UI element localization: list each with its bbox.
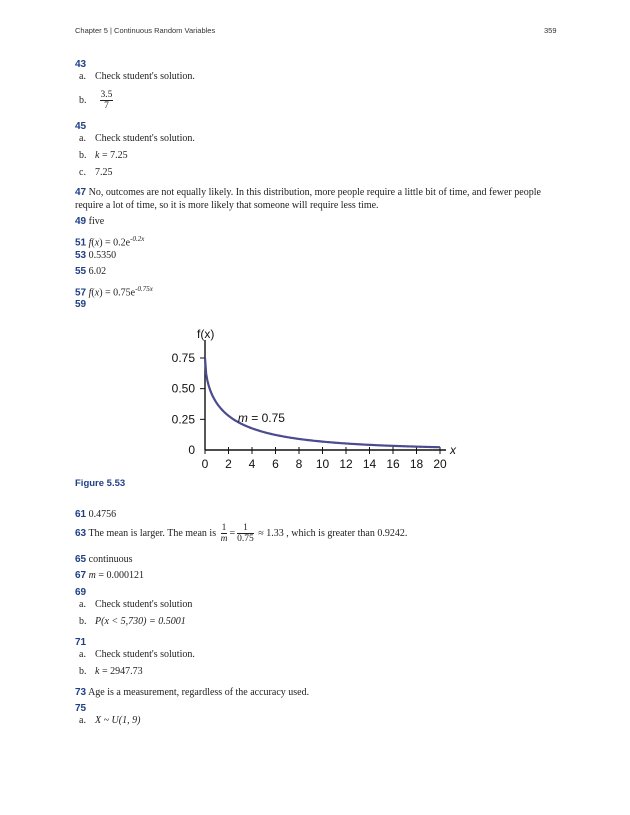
item-text: = 7.25 — [101, 150, 128, 161]
answer-73 — [75, 687, 309, 699]
y-tick-label: 0.75 — [171, 351, 195, 365]
answer-text: No, outcomes are not equally likely. In this distribution, more people require a little bit of time, and fewer people require a lot of time, so it is more likely that someone will require less time. — [75, 187, 541, 211]
item-text: Check student's solution. — [95, 133, 195, 144]
running-header: Chapter 5 | Continuous Random Variables — [75, 26, 216, 35]
answer-text: 0.4756 — [88, 509, 117, 520]
answer-71a — [79, 649, 195, 661]
fraction — [237, 523, 254, 544]
x-tick-label: 4 — [248, 457, 256, 471]
denominator: 7 — [104, 101, 109, 111]
x-tick-label: 18 — [409, 457, 424, 471]
answer-number-51: 51 — [75, 237, 87, 249]
answer-text: The mean is larger. The mean is — [88, 528, 217, 539]
answer-number-63: 63 — [75, 528, 87, 539]
equation-rhs: ) = 0.2e — [99, 237, 131, 249]
x-tick-label: 2 — [225, 457, 232, 471]
item-label: a. — [79, 649, 86, 660]
x-tick-label: 10 — [315, 457, 330, 471]
fraction — [221, 523, 228, 544]
item-label: a. — [79, 133, 86, 144]
answer-number-47: 47 — [75, 187, 87, 198]
numerator: 1 — [221, 523, 227, 534]
answer-number-69: 69 — [75, 587, 87, 598]
numerator: 1 — [237, 523, 254, 534]
answer-number-55: 55 — [75, 266, 87, 277]
x-tick-label: 16 — [386, 457, 400, 471]
answer-55 — [75, 266, 106, 278]
answer-number-67: 67 — [75, 570, 87, 581]
variable: k — [95, 150, 100, 161]
x-tick-label: 14 — [362, 457, 377, 471]
answer-number-43: 43 — [75, 59, 87, 70]
answer-text: = 0.000121 — [98, 570, 144, 581]
answer-61 — [75, 509, 116, 521]
answer-number-75: 75 — [75, 703, 87, 714]
chart-plot-area — [205, 358, 440, 447]
item-label: b. — [79, 94, 87, 106]
answer-65 — [75, 554, 133, 566]
answer-75a — [79, 715, 140, 727]
answer-number-73: 73 — [75, 687, 87, 698]
function-name: f — [88, 237, 92, 249]
equation-rhs: ) = 0.75e — [99, 287, 136, 299]
x-tick-label: 6 — [272, 457, 279, 471]
answer-57: 57 $f(x) = 0.75e^{-0.75x}$ — [75, 285, 153, 299]
answer-number-49: 49 — [75, 216, 87, 227]
answer-number-59: 59 — [75, 299, 87, 310]
x-tick-label: 20 — [433, 457, 447, 471]
answer-number-71: 71 — [75, 637, 87, 648]
exponential-pdf-chart — [150, 320, 480, 475]
item-text: 7.25 — [95, 167, 113, 178]
item-label: a. — [79, 71, 86, 82]
item-text: P(x < 5,730) = 0.5001 — [95, 616, 186, 627]
answer-45c — [79, 167, 113, 179]
item-text: X ~ U(1, 9) — [95, 715, 141, 726]
answer-number-53: 53 — [75, 250, 87, 261]
answer-text: 0.5350 — [88, 250, 117, 261]
answer-43b — [79, 90, 115, 111]
answer-45b — [79, 150, 128, 162]
variable: x — [94, 287, 100, 299]
y-tick-label: 0.25 — [171, 412, 195, 427]
answer-69b — [79, 616, 186, 628]
variable: x — [94, 237, 100, 249]
page-number: 359 — [544, 26, 557, 35]
answer-number-65: 65 — [75, 554, 87, 565]
answer-number-61: 61 — [75, 509, 87, 520]
curve-annotation — [238, 411, 285, 425]
answer-71b — [79, 666, 143, 678]
item-label: a. — [79, 715, 86, 726]
fraction — [100, 90, 114, 111]
item-label: b. — [79, 616, 87, 627]
answer-text: five — [88, 216, 105, 227]
y-tick-label: 0.50 — [171, 381, 195, 396]
answer-47 — [75, 187, 560, 212]
y-axis-label: f(x) — [197, 327, 215, 341]
item-label: c. — [79, 167, 86, 178]
item-label: a. — [79, 599, 86, 610]
item-label: b. — [79, 666, 87, 677]
item-text: Check student's solution. — [95, 649, 195, 660]
y-tick-label: 0 — [188, 443, 195, 457]
variable: k — [95, 666, 100, 677]
annotation-variable: m — [237, 411, 248, 426]
x-tick-label: 0 — [201, 457, 209, 471]
pdf-curve — [205, 358, 440, 447]
answer-text: 6.02 — [88, 266, 107, 277]
answer-text: continuous — [88, 554, 133, 565]
item-text: Check student's solution — [95, 599, 193, 610]
x-tick-label: 12 — [339, 457, 353, 471]
variable: m — [88, 570, 96, 581]
answer-number-45: 45 — [75, 121, 87, 132]
answer-43a — [79, 71, 195, 83]
denominator: 0.75 — [237, 534, 254, 545]
answer-63 — [75, 523, 407, 545]
exponent: -0.75x — [135, 285, 153, 293]
annotation-value: = 0.75 — [247, 411, 285, 426]
item-text: = 2947.73 — [101, 666, 143, 677]
x-axis-label: x — [450, 443, 456, 457]
answer-51: 51 $f(x) = 0.2e^{-0.2x}$ — [75, 235, 145, 249]
item-label: b. — [79, 150, 87, 161]
answer-67 — [75, 570, 144, 582]
numerator: 3.5 — [100, 90, 113, 100]
function-name: f — [88, 287, 92, 299]
denominator: m — [220, 534, 228, 545]
answer-49 — [75, 216, 104, 228]
x-tick-label: 8 — [295, 457, 303, 471]
figure-caption: Figure 5.53 — [75, 478, 126, 489]
answer-45a — [79, 133, 195, 145]
answer-number-57: 57 — [75, 287, 87, 299]
answer-53 — [75, 250, 116, 262]
equals-sign: = — [229, 528, 236, 539]
exponent: -0.2x — [130, 235, 145, 243]
item-text: Check student's solution. — [95, 71, 195, 82]
answer-69a — [79, 599, 192, 611]
answer-text: Age is a measurement, regardless of the accuracy used. — [88, 687, 310, 698]
answer-text: ≈ 1.33 , which is greater than 0.9242. — [258, 528, 408, 539]
